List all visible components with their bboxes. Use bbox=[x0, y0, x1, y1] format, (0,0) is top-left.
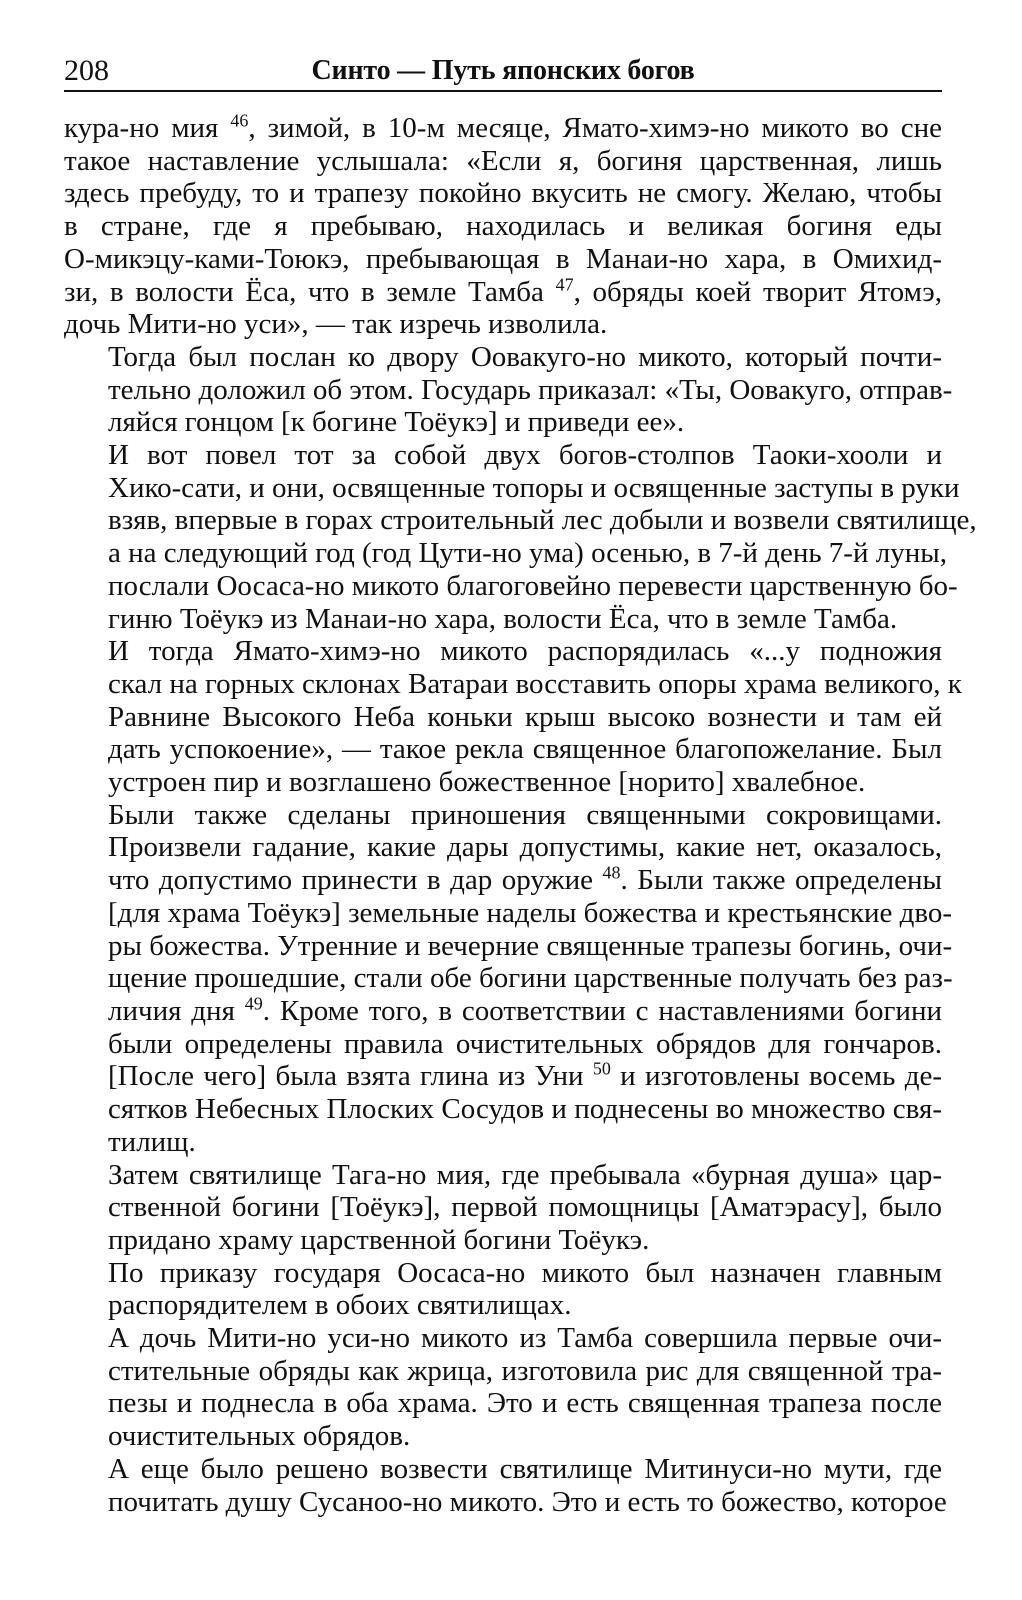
footnote-marker: 49 bbox=[244, 993, 263, 1014]
page-number: 208 bbox=[64, 54, 109, 87]
footnote-marker: 48 bbox=[602, 862, 621, 883]
text-line: очистительных обрядов. bbox=[108, 1420, 411, 1453]
running-head bbox=[64, 50, 942, 94]
text-line: А дочь Мити-но уси-но микото из Тамба совершила первые очи- bbox=[108, 1322, 942, 1355]
header-rule bbox=[64, 90, 942, 92]
paragraph bbox=[64, 340, 953, 439]
text-line: устроен пир и возглашено божественное [норито] хвалебное. bbox=[108, 766, 866, 799]
footnote-marker: 46 bbox=[230, 110, 249, 131]
text-line: щение прошедшие, стали обе богини царственные получать без раз- bbox=[108, 962, 953, 995]
text-line: взяв, впервые в горах строительный лес добыли и возвели святилище, bbox=[108, 504, 977, 537]
text-line: скал на горных склонах Ватараи восставить опоры храма великого, к bbox=[108, 667, 962, 700]
text-line: [После чего] была взята глина из Уни $^{50}$ и изготовлены восемь де- bbox=[108, 1058, 942, 1093]
text-line: тельно доложил об этом. Государь приказал: «Ты, Оовакуго, отправ- bbox=[108, 373, 953, 406]
footnote-marker: 47 bbox=[555, 273, 574, 294]
text-line: кура-но мия $^{46}$, зимой, в 10-м месяце, Ямато-химэ-но микото во сне bbox=[64, 110, 943, 144]
text-line: стительные обряды как жрица, изготовила рис для священной тра- bbox=[108, 1354, 942, 1387]
text-line: И тогда Ямато-химэ-но микото распорядилась «...у подножия bbox=[108, 635, 942, 668]
text-line: в стране, где я пребываю, находилась и великая богиня еды bbox=[64, 210, 942, 243]
text-line: ственной богини [Тоёукэ], первой помощницы [Аматэрасу], было bbox=[108, 1191, 942, 1224]
text-line: ляйся гонцом [к богине Тоёукэ] и приведи ее». bbox=[108, 406, 685, 439]
text-line: Произвели гадание, какие дары допустимы, какие нет, оказалось, bbox=[108, 831, 942, 864]
text-line: послали Оосаса-но микото благоговейно перевести царственную бо- bbox=[108, 569, 958, 602]
paragraph bbox=[64, 798, 953, 1159]
text-line: почитать душу Сусаноо-но микото. Это и есть то божество, которое bbox=[108, 1485, 947, 1518]
text-line: были определены правила очистительных обрядов для гончаров. bbox=[108, 1027, 942, 1060]
paragraph bbox=[64, 439, 977, 635]
paragraph bbox=[64, 112, 942, 341]
text-line: Равнине Высокого Неба коньки крыш высоко вознести и там ей bbox=[108, 700, 942, 733]
text-line: Были также сделаны приношения священными сокровищами. bbox=[108, 798, 942, 831]
paragraph bbox=[64, 1159, 942, 1257]
text-line: распорядителем в обоих святилищах. bbox=[108, 1289, 572, 1322]
paragraph bbox=[64, 1452, 947, 1518]
text-line: Хико-сати, и они, освященные топоры и освященные заступы в руки bbox=[108, 471, 960, 504]
text-line: дочь Мити-но уси», — так изречь изволила. bbox=[64, 308, 608, 341]
text-line: А еще было решено возвести святилище Митинуси-но мути, где bbox=[108, 1452, 942, 1485]
text-line: О-микэцу-ками-Тоюкэ, пребывающая в Манаи-но хара, в Омихид- bbox=[64, 242, 942, 275]
text-line: Затем святилище Тага-но мия, где пребывала «бурная душа» цар- bbox=[108, 1158, 942, 1191]
text-line: По приказу государя Оосаса-но микото был назначен главным bbox=[108, 1256, 942, 1289]
text-line: а на следующий год (год Цути-но ума) осенью, в 7-й день 7-й луны, bbox=[108, 537, 947, 570]
paragraph bbox=[64, 1257, 942, 1322]
text-line: тилищ. bbox=[108, 1125, 196, 1158]
text-line: здесь пребуду, то и трапезу покойно вкусить не смогу. Желаю, чтобы bbox=[64, 177, 942, 210]
text-line: И вот повел тот за собой двух богов-столпов Таоки-хооли и bbox=[108, 439, 942, 472]
text-line: ры божества. Утренние и вечерние священные трапезы богинь, очи- bbox=[108, 929, 953, 962]
text-line: [для храма Тоёукэ] земельные наделы божества и крестьянские дво- bbox=[108, 896, 953, 929]
text-line: Тогда был послан ко двору Оовакуго-но микото, который почти- bbox=[108, 340, 942, 373]
text-line: пезы и поднесла в оба храма. Это и есть священная трапеза после bbox=[108, 1387, 942, 1420]
text-line: дать успокоение», — такое рекла священное благопожелание. Был bbox=[108, 733, 942, 766]
text-line: что допустимо принести в дар оружие $^{48}$. Были также определены bbox=[108, 862, 943, 897]
body-text bbox=[64, 110, 977, 1518]
text-line: личия дня $^{49}$. Кроме того, в соответствии с наставлениями богини bbox=[108, 993, 942, 1027]
running-title: Синто — Путь японских богов bbox=[311, 55, 695, 86]
text-line: такое наставление услышала: «Если я, богиня царственная, лишь bbox=[64, 144, 942, 177]
paragraph bbox=[64, 635, 962, 799]
paragraph bbox=[64, 1322, 942, 1453]
text-line: гиню Тоёукэ из Манаи-но хара, волости Ёса, что в земле Тамба. bbox=[108, 602, 898, 635]
text-line: сятков Небесных Плоских Сосудов и поднесены во множество свя- bbox=[108, 1093, 942, 1126]
text-line: придано храму царственной богини Тоёукэ. bbox=[108, 1223, 650, 1256]
footnote-marker: 50 bbox=[592, 1058, 611, 1079]
text-line: зи, в волости Ёса, что в земле Тамба $^{47}$, обряды коей творит Ятомэ, bbox=[64, 273, 942, 308]
